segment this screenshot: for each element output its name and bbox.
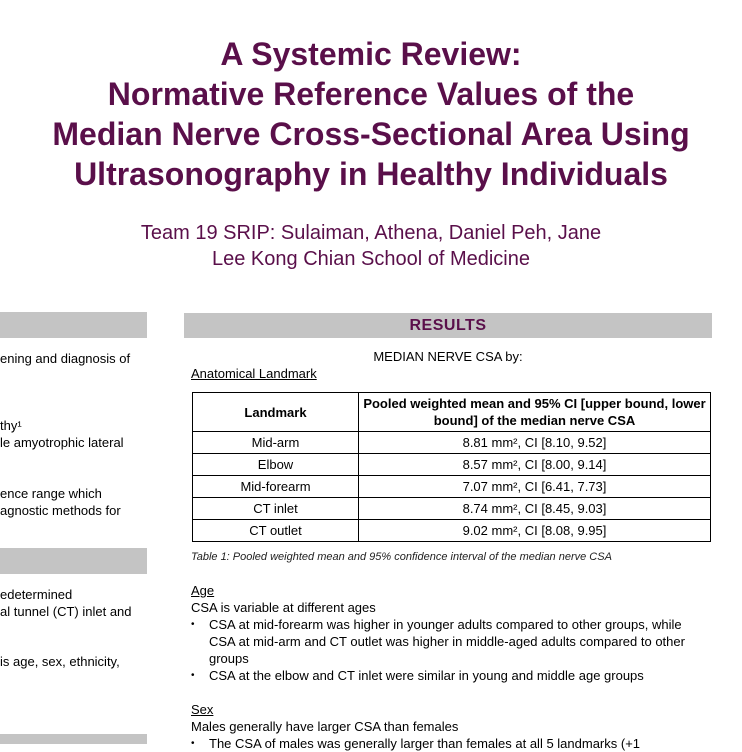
results-heading: RESULTS <box>184 313 712 338</box>
csa-table <box>192 392 711 542</box>
title-line: Normative Reference Values of the <box>107 76 635 112</box>
results-subheading: MEDIAN NERVE CSA by: <box>373 349 523 364</box>
title-line: A Systemic Review: <box>220 36 522 72</box>
title-line: Median Nerve Cross-Sectional Area Using <box>52 116 690 152</box>
team-names: Team 19 SRIP: Sulaiman, Athena, Daniel Peh, Jane <box>140 222 602 244</box>
intro-text-line: ence range which <box>0 486 102 501</box>
methods-text-line: edetermined <box>0 587 73 602</box>
methods-section-bar <box>0 548 147 574</box>
landmark-cell: CT outlet <box>193 520 359 542</box>
age-bullet: • CSA at mid-forearm was higher in younger adults compared to other groups, while CSA at mid-arm and CT outlet was higher in middle-aged adults compared to other groups <box>191 616 699 667</box>
methods-text-line: is age, sex, ethnicity, <box>0 654 120 669</box>
sex-bullets <box>191 735 711 752</box>
table-row <box>193 432 711 454</box>
age-bullet: • CSA at the elbow and CT inlet were similar in young and middle age groups <box>191 667 711 684</box>
landmark-cell: Mid-arm <box>193 432 359 454</box>
table-row <box>193 476 711 498</box>
sex-summary: Males generally have larger CSA than females <box>191 719 459 734</box>
intro-text-line: agnostic methods for <box>0 503 121 518</box>
authors-block <box>0 220 742 272</box>
value-cell: 8.74 mm², CI [8.45, 9.03] <box>359 498 711 520</box>
poster-title <box>0 34 742 194</box>
table-caption: Table 1: Pooled weighted mean and 95% confidence interval of the median nerve CSA <box>191 551 612 563</box>
value-cell: 9.02 mm², CI [8.08, 9.95] <box>359 520 711 542</box>
value-cell: 8.57 mm², CI [8.00, 9.14] <box>359 454 711 476</box>
header-landmark: Landmark <box>193 393 359 432</box>
age-bullets <box>191 616 711 684</box>
methods-text-line: al tunnel (CT) inlet and <box>0 604 132 619</box>
table-row <box>193 520 711 542</box>
sex-label: Sex <box>191 702 214 717</box>
landmark-label: Anatomical Landmark <box>191 366 317 381</box>
value-cell: 8.81 mm², CI [8.10, 9.52] <box>359 432 711 454</box>
title-line: Ultrasonography in Healthy Individuals <box>74 156 668 192</box>
landmark-cell: Mid-forearm <box>193 476 359 498</box>
sex-bullet: • The CSA of males was generally larger than females at all 5 landmarks (+1 <box>191 735 711 752</box>
landmark-cell: Elbow <box>193 454 359 476</box>
intro-text-line: thy¹ <box>0 418 22 433</box>
landmark-cell: CT inlet <box>193 498 359 520</box>
affiliation: Lee Kong Chian School of Medicine <box>212 248 530 270</box>
table-header-row <box>193 393 711 432</box>
intro-text-line: le amyotrophic lateral <box>0 435 124 450</box>
age-summary: CSA is variable at different ages <box>191 600 376 615</box>
header-value: Pooled weighted mean and 95% CI [upper bound, lower bound] of the median nerve CSA <box>359 393 711 432</box>
table-row <box>193 498 711 520</box>
next-section-bar <box>0 734 147 744</box>
intro-section-bar <box>0 312 147 338</box>
intro-text-line: ening and diagnosis of <box>0 351 131 366</box>
table-row <box>193 454 711 476</box>
value-cell: 7.07 mm², CI [6.41, 7.73] <box>359 476 711 498</box>
age-label: Age <box>191 583 215 598</box>
